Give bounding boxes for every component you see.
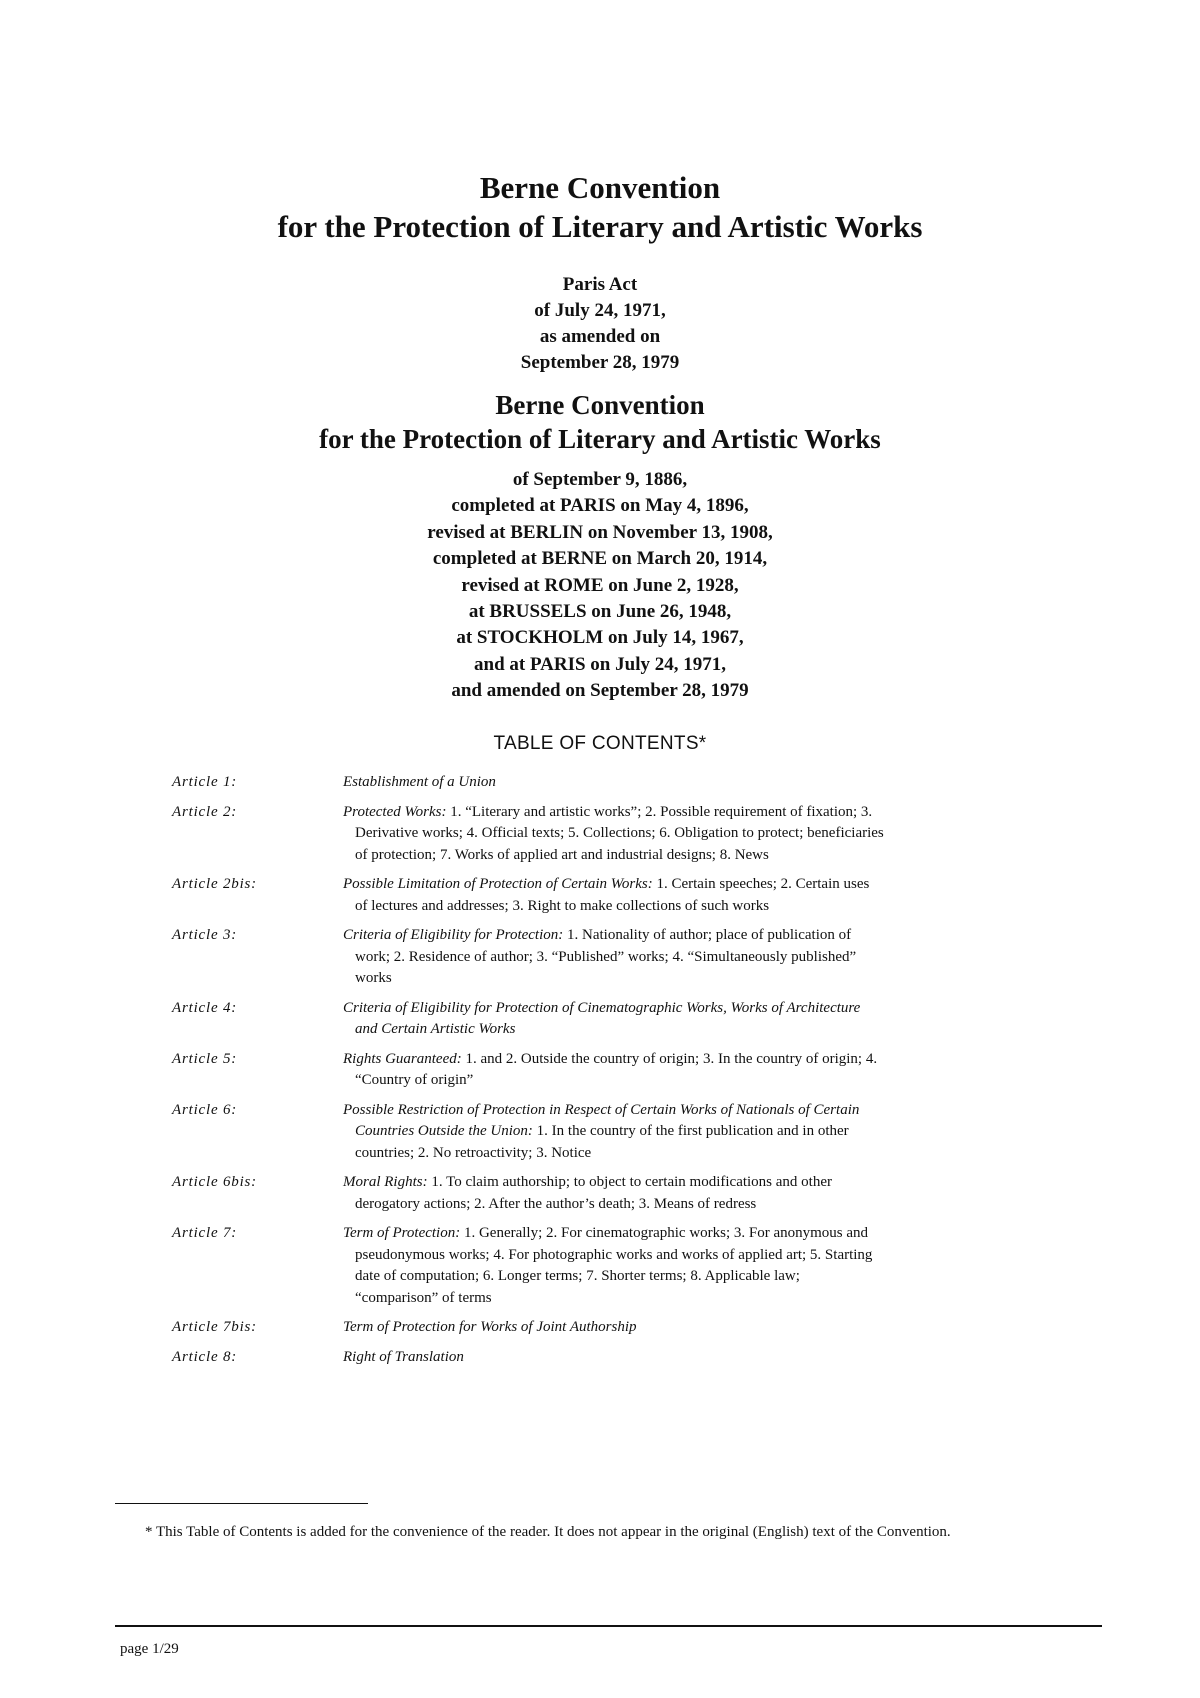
history-line: revised at BERLIN on November 13, 1908,	[427, 521, 773, 543]
toc-entry-title: Right of Translation	[343, 1348, 464, 1365]
toc-entry-detail: 1. and 2. Outside the country of origin; 3. In the country of origin; 4. “Country of origin”	[355, 1050, 878, 1088]
toc-article-label: Article 5:	[172, 1050, 238, 1067]
toc-entry-detail: 1. Generally; 2. For cinematographic works; 3. For anonymous and pseudonymous works; 4. For photographic works and works of applied art; 5. Starting date of computation; 6. Longer terms; 7. Shorter terms; 8. Applicable law; “comparison” of terms	[355, 1225, 873, 1306]
act-info	[0, 272, 1200, 376]
toc-entry-title: Rights Guaranteed:	[343, 1050, 462, 1067]
history-line: at BRUSSELS on June 26, 1948,	[468, 601, 732, 623]
toc-heading: TABLE OF CONTENTS*	[493, 733, 707, 754]
toc-entry[interactable]	[0, 1317, 1200, 1339]
act-line: as amended on	[539, 326, 661, 347]
toc-entry-title: Possible Restriction of Protection in Respect of Certain Works of Nationals of Certain Countries Outside the Union:	[343, 1101, 860, 1139]
page-number: page 1/29	[120, 1641, 179, 1657]
title-line: for the Protection of Literary and Artistic Works	[277, 209, 923, 244]
history-line: of September 9, 1886,	[512, 469, 688, 490]
history-line: revised at ROME on June 2, 1928,	[461, 574, 739, 596]
revision-history	[0, 467, 1200, 705]
toc-entry-title: Criteria of Eligibility for Protection:	[343, 927, 564, 943]
toc-article-label: Article 7:	[172, 1225, 238, 1241]
toc-entry-title: Moral Rights:	[343, 1174, 428, 1190]
toc-entry[interactable]	[0, 1223, 1200, 1309]
toc-article-label: Article 8:	[172, 1348, 238, 1365]
toc-article-label: Article 7bis:	[172, 1319, 257, 1335]
toc-article-label: Article 3:	[172, 927, 238, 943]
toc-entry-text	[343, 802, 885, 867]
history-line: and amended on September 28, 1979	[451, 680, 749, 702]
footer-divider	[115, 1625, 1102, 1627]
toc-entry[interactable]	[0, 998, 1200, 1041]
toc-entry-text	[343, 1223, 885, 1309]
footnote-divider	[115, 1503, 368, 1504]
toc-entry[interactable]	[0, 1049, 1200, 1092]
convention-title	[0, 388, 1200, 456]
toc-entry[interactable]	[0, 1347, 1200, 1369]
toc-entry-detail: 1. In the country of the first publication and in other countries; 2. No retroactivity; 3. Notice	[355, 1123, 849, 1161]
toc-article-label: Article 6bis:	[172, 1174, 257, 1190]
toc-article-label: Article 4:	[172, 999, 238, 1016]
toc-entry-title: Term of Protection:	[343, 1225, 461, 1241]
toc-article-label: Article 1:	[172, 774, 238, 790]
toc-entry-text	[343, 998, 885, 1041]
toc-entry-detail: 1. Certain speeches; 2. Certain uses of lectures and addresses; 3. Right to make collections of such works	[355, 876, 870, 914]
toc-entry-title: Protected Works:	[343, 803, 447, 820]
toc-entry-title: Term of Protection for Works of Joint Authorship	[343, 1319, 637, 1335]
toc-entry[interactable]	[0, 925, 1200, 990]
title-line: for the Protection of Literary and Artistic Works	[319, 424, 881, 454]
toc-article-label: Article 2:	[172, 803, 238, 820]
table-of-contents	[0, 772, 1200, 1376]
history-line: completed at PARIS on May 4, 1896,	[451, 495, 749, 517]
footnote: * This Table of Contents is added for the convenience of the reader. It does not appear in the original (English) text of the Convention.	[145, 1524, 951, 1540]
toc-entry-text	[343, 772, 885, 794]
toc-entry-detail: 1. Nationality of author; place of publication of work; 2. Residence of author; 3. “Published” works; 4. “Simultaneously published” works	[355, 927, 857, 986]
document-title	[0, 168, 1200, 246]
toc-entry-text	[343, 925, 885, 990]
history-line: and at PARIS on July 24, 1971,	[474, 653, 726, 675]
history-line: completed at BERNE on March 20, 1914,	[432, 548, 768, 570]
toc-entry[interactable]	[0, 772, 1200, 794]
title-line: Berne Convention	[479, 170, 721, 205]
toc-entry-title: Establishment of a Union	[343, 774, 496, 790]
toc-article-label: Article 2bis:	[172, 876, 257, 892]
toc-entry-text	[343, 1172, 885, 1215]
toc-entry-text	[343, 1100, 885, 1165]
history-line: at STOCKHOLM on July 14, 1967,	[456, 627, 744, 649]
toc-entry[interactable]	[0, 874, 1200, 917]
toc-entry-text	[343, 1347, 885, 1369]
toc-entry-detail: 1. To claim authorship; to object to certain modifications and other derogatory actions; 2. After the author’s death; 3. Means of redress	[355, 1174, 833, 1212]
toc-entry[interactable]	[0, 1100, 1200, 1165]
toc-entry-detail: 1. “Literary and artistic works”; 2. Possible requirement of fixation; 3. Derivative works; 4. Official texts; 5. Collections; 6. Obligation to protect; beneficiaries of protection; 7. Works of applied art and industrial designs; 8. News	[355, 803, 884, 863]
toc-entry[interactable]	[0, 1172, 1200, 1215]
title-line: Berne Convention	[495, 390, 705, 420]
act-line: of July 24, 1971,	[534, 300, 666, 321]
toc-article-label: Article 6:	[172, 1101, 238, 1118]
act-line: September 28, 1979	[520, 352, 680, 373]
toc-entry-text	[343, 874, 885, 917]
toc-entry-title: Criteria of Eligibility for Protection of Cinematographic Works, Works of Architecture and Certain Artistic Works	[343, 999, 861, 1037]
toc-entry-title: Possible Limitation of Protection of Certain Works:	[343, 876, 653, 892]
toc-entry-text	[343, 1049, 885, 1092]
toc-entry[interactable]	[0, 802, 1200, 867]
toc-entry-text	[343, 1317, 885, 1339]
act-line: Paris Act	[562, 274, 638, 295]
